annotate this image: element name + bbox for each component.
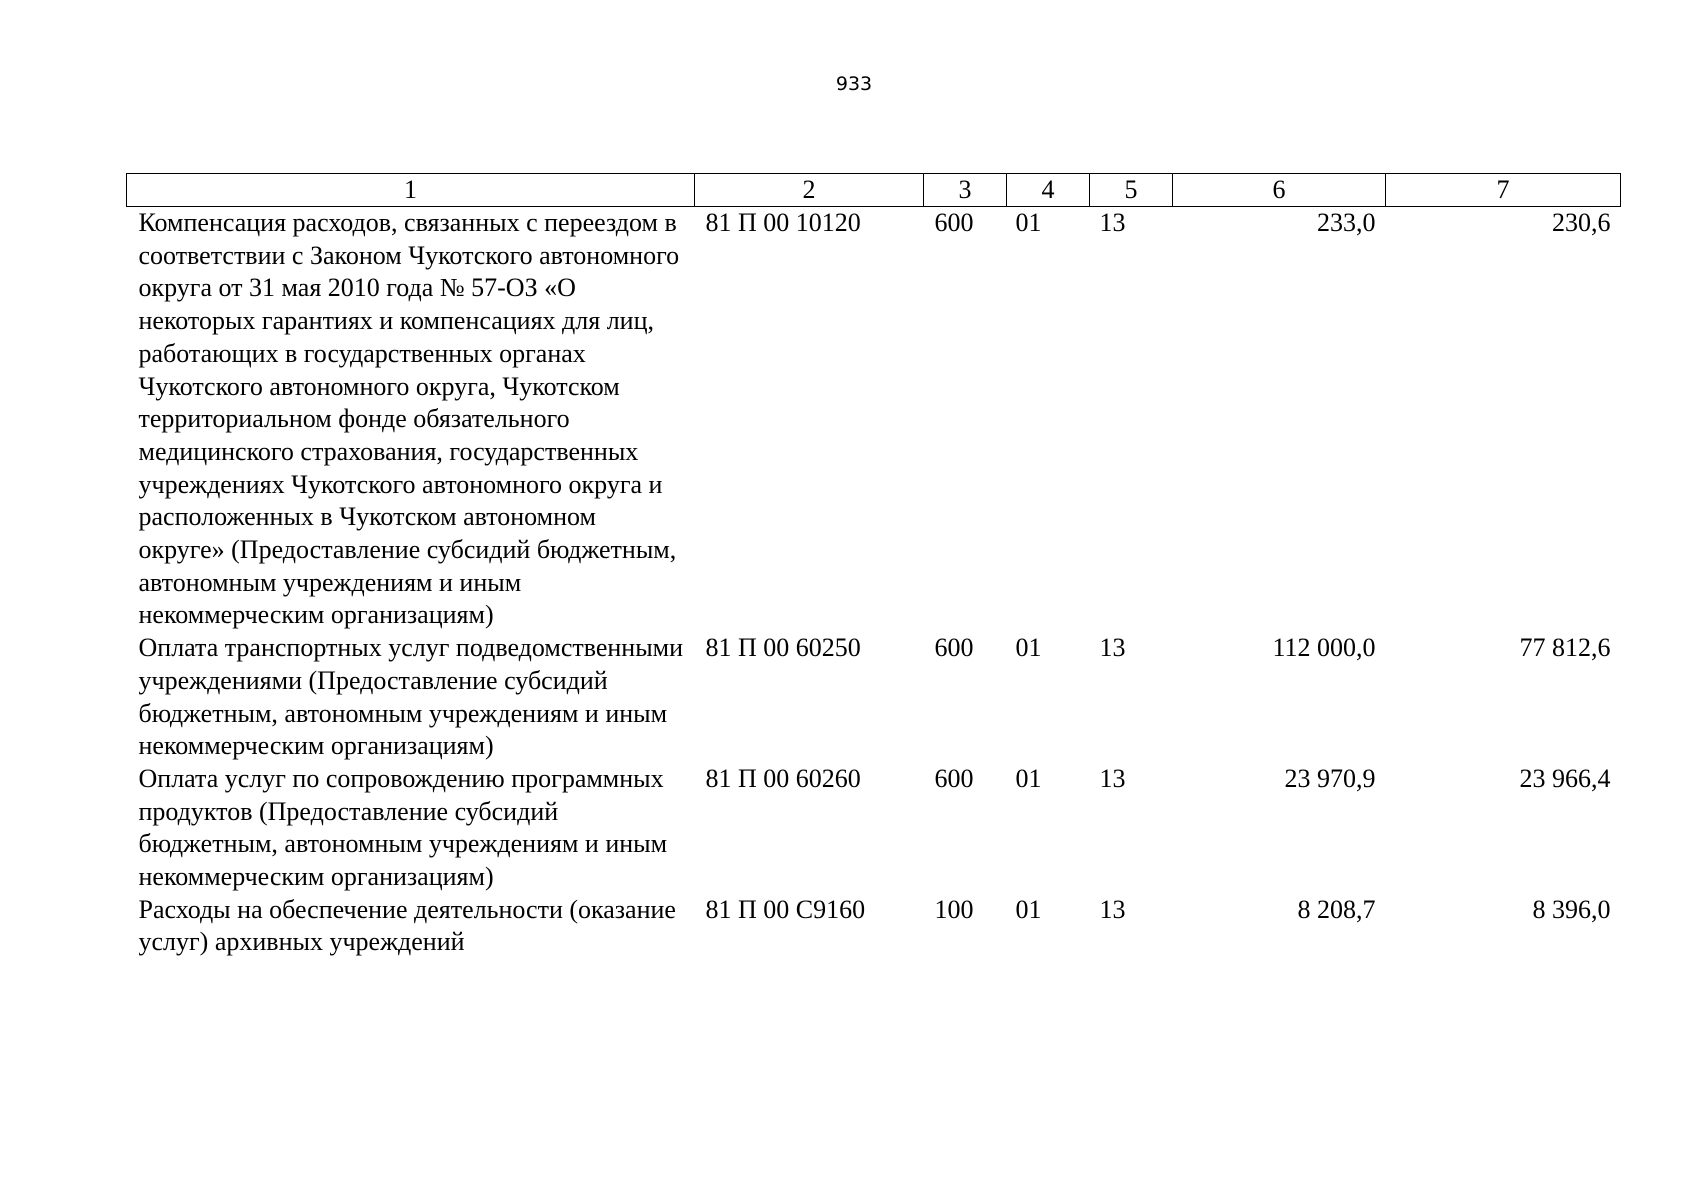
- row-vr: 100: [934, 894, 974, 924]
- row-code: 81 П 00 60250: [705, 633, 861, 663]
- column-header-1: 1: [127, 174, 695, 207]
- budget-table: [126, 173, 1621, 959]
- page-number: 933: [835, 73, 873, 95]
- row-vr: 600: [934, 763, 974, 793]
- column-header-4: 4: [1007, 174, 1090, 207]
- row-code: 81 П 00 60260: [705, 763, 861, 793]
- row-vr: 600: [934, 208, 974, 237]
- header-row: [127, 174, 1621, 207]
- column-header-2: 2: [695, 174, 924, 207]
- row-code: 81 П 00 10120: [705, 208, 861, 237]
- row-name: Расходы на обеспечение деятельности (оказание услуг) архивных учреждений: [138, 894, 676, 957]
- row-sum-col6: 233,0: [1317, 208, 1376, 237]
- row-sum-col6: 23 970,9: [1284, 763, 1376, 793]
- column-header-3: 3: [924, 174, 1007, 207]
- row-code: 81 П 00 С9160: [705, 894, 866, 924]
- row-name: Оплата транспортных услуг подведомственными учреждениями (Предоставление субсидий бюджетным, автономным учреждениям и иным некоммерческим организациям): [138, 633, 684, 761]
- row-sum-col6: 112 000,0: [1272, 633, 1376, 663]
- table-row: [127, 632, 1621, 763]
- column-header-5: 5: [1090, 174, 1173, 207]
- row-pr: 13: [1099, 208, 1126, 237]
- row-sum-col7: 230,6: [1552, 208, 1611, 237]
- row-rz: 01: [1015, 208, 1042, 237]
- row-sum-col7: 77 812,6: [1519, 633, 1611, 663]
- row-sum-col7: 23 966,4: [1519, 763, 1611, 793]
- row-rz: 01: [1015, 633, 1042, 663]
- row-sum-col6: 8 208,7: [1297, 894, 1376, 924]
- row-pr: 13: [1099, 894, 1126, 924]
- row-rz: 01: [1015, 763, 1042, 793]
- table-row: [127, 207, 1621, 633]
- row-name: Оплата услуг по сопровождению программных продуктов (Предоставление субсидий бюджетным, автономным учреждениям и иным некоммерческим организациям): [138, 763, 668, 892]
- column-header-6: 6: [1173, 174, 1386, 207]
- table-body: [127, 207, 1621, 960]
- row-pr: 13: [1099, 633, 1126, 663]
- table-row: [127, 894, 1621, 959]
- table-row: [127, 763, 1621, 894]
- row-sum-col7: 8 396,0: [1532, 894, 1611, 924]
- column-header-7: 7: [1386, 174, 1621, 207]
- table-header: [127, 174, 1621, 207]
- row-name: Компенсация расходов, связанных с переездом в соответствии с Законом Чукотского автономного округа от 31 мая 2010 года № 57-ОЗ «О некоторых гарантиях и компенсациях для лиц, работающих в государственных органах Чукотского автономного округа, Чукотском территориальном фонде обязательного медицинского страхования, государственных учреждениях Чукотского автономного округа и расположенных в Чукотском автономном округе» (Предоставление субсидий бюджетным, автономным учреждениям и иным некоммерческим организациям): [138, 208, 680, 630]
- row-pr: 13: [1099, 763, 1126, 793]
- row-vr: 600: [934, 633, 974, 663]
- row-rz: 01: [1015, 894, 1042, 924]
